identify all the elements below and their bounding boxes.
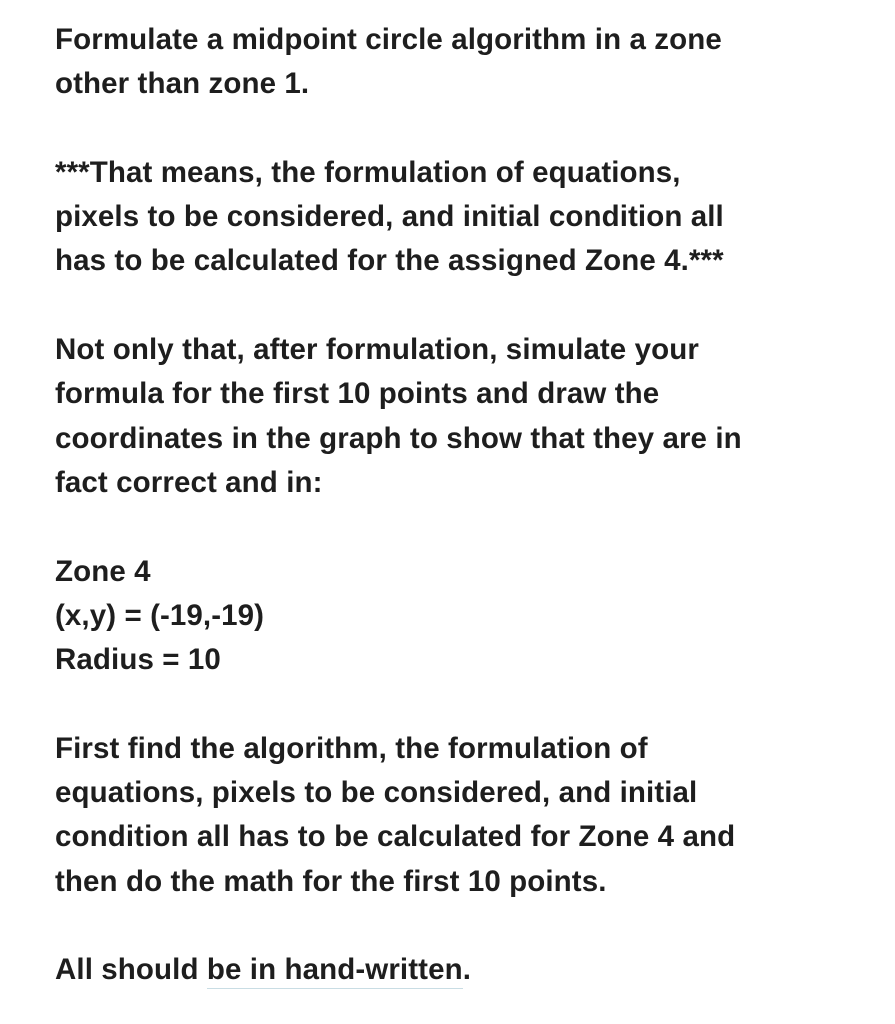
simulation-line-3: coordinates in the graph to show that they are in <box>55 421 742 455</box>
parameters-block <box>55 550 875 683</box>
paragraph-spacer <box>55 107 875 151</box>
paragraph-spacer <box>55 682 875 726</box>
intro-line-2: other than zone 1. <box>55 67 310 101</box>
intro-line-1: Formulate a midpoint circle algorithm in a zone <box>55 23 722 56</box>
clarification-line-2: pixels to be considered, and initial condition all <box>55 200 724 234</box>
clarification-line-1: ***That means, the formulation of equations, <box>55 155 681 189</box>
paragraph-spacer <box>55 904 875 948</box>
instructions-line-3: condition all has to be calculated for Zone 4 and <box>55 820 736 854</box>
final-note-line <box>55 948 875 992</box>
simulation-line-4: fact correct and in: <box>55 465 323 499</box>
center-coordinates: (x,y) = (-19,-19) <box>55 598 265 632</box>
document-body <box>55 18 875 993</box>
final-note-suffix: . <box>462 953 471 987</box>
simulation-paragraph <box>55 328 875 505</box>
instructions-line-2: equations, pixels to be considered, and initial <box>55 776 698 810</box>
zone-label: Zone 4 <box>55 554 151 588</box>
instructions-line-1: First find the algorithm, the formulation of <box>55 731 648 765</box>
paragraph-spacer <box>55 505 875 549</box>
clarification-paragraph <box>55 151 875 284</box>
instructions-line-4: then do the math for the first 10 points. <box>55 864 607 898</box>
final-note-prefix: All should <box>55 953 207 987</box>
radius-value: Radius = 10 <box>55 643 221 677</box>
final-note-underlined: be in hand-written <box>207 953 463 989</box>
simulation-line-2: formula for the first 10 points and draw the <box>55 377 660 411</box>
intro-paragraph <box>55 18 875 107</box>
instructions-paragraph <box>55 727 875 904</box>
paragraph-spacer <box>55 284 875 328</box>
simulation-line-1: Not only that, after formulation, simulate your <box>55 333 699 367</box>
clarification-line-3: has to be calculated for the assigned Zone 4.*** <box>55 244 724 278</box>
final-note <box>55 948 875 992</box>
